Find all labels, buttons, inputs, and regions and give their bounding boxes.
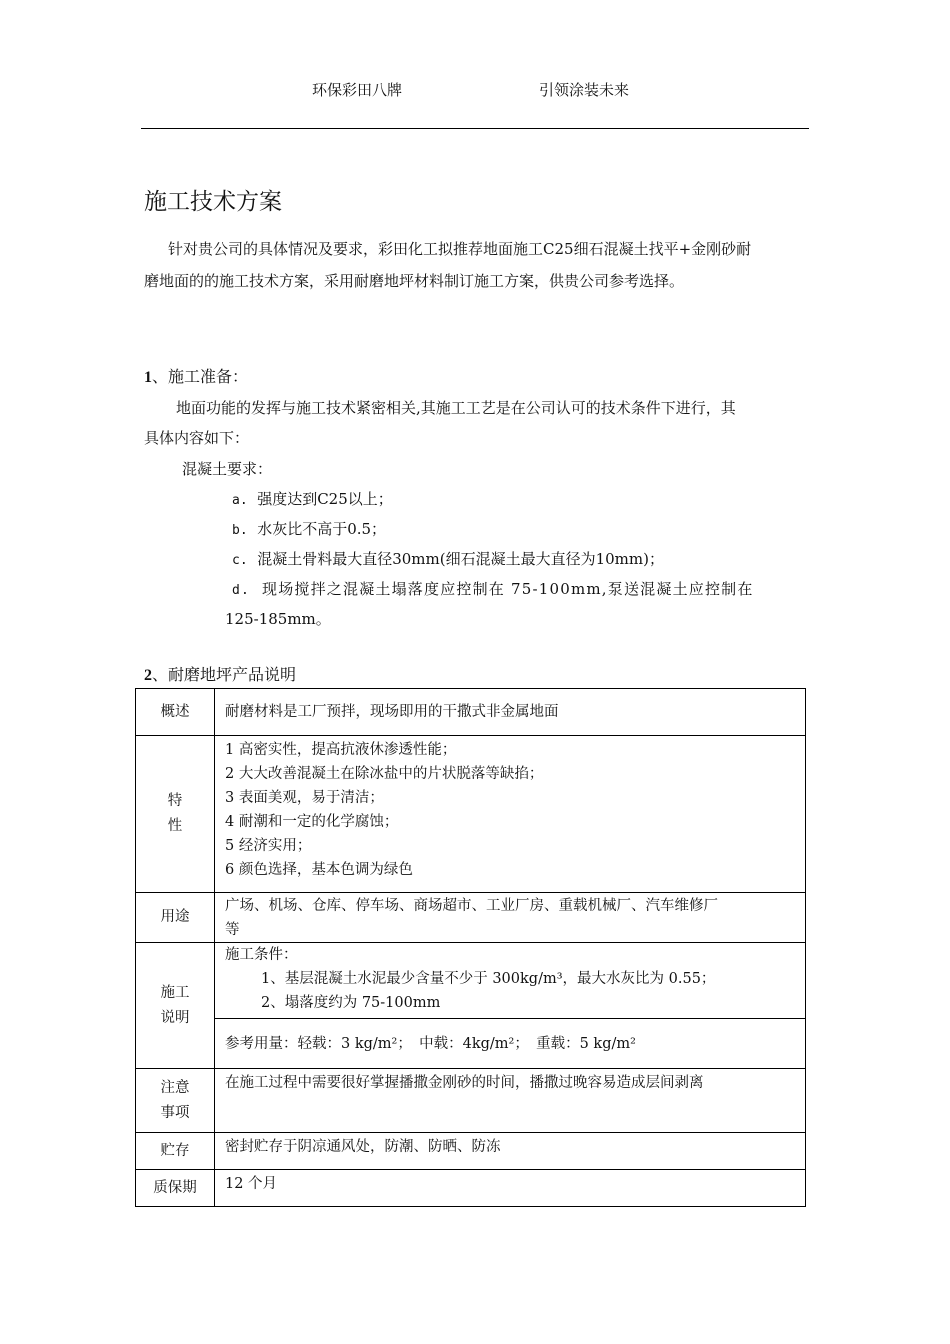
section-1-title: 、施工准备： bbox=[152, 367, 249, 386]
section-1-para-line-1: 地面功能的发挥与施工技术紧密相关,其施工工艺是在公司认可的技术条件下进行，其 bbox=[176, 399, 736, 417]
concrete-requirements-heading: 混凝土要求： bbox=[182, 460, 273, 478]
features-label bbox=[136, 736, 215, 893]
requirement-item-b bbox=[232, 514, 386, 546]
dosage-value: 参考用量：轻载：3 kg/m²； 中载：4kg/m²； 重载：5 kg/m² bbox=[215, 1019, 806, 1069]
item-text: 水灰比不高于0.5； bbox=[257, 520, 387, 538]
condition-item-1: 1、基层混凝土水泥最少含量不少于 300kg/m³，最大水灰比为 0.55； bbox=[261, 971, 716, 987]
section-1-heading bbox=[144, 364, 248, 387]
table-row-usage bbox=[136, 893, 806, 943]
intro-line-1: 针对贵公司的具体情况及要求，彩田化工拟推荐地面施工C25细石混凝土找平+金刚砂耐 bbox=[168, 240, 752, 258]
notice-label bbox=[136, 1069, 215, 1133]
table-row-storage bbox=[136, 1133, 806, 1170]
usage-label: 用途 bbox=[136, 893, 215, 943]
feature-item: 6 颜色选择，基本色调为绿色 bbox=[225, 862, 413, 878]
usage-line-2: 等 bbox=[225, 922, 240, 938]
feature-item: 2 大大改善混凝土在除冰盐中的片状脱落等缺掐； bbox=[225, 766, 544, 782]
warranty-value: 12 个月 bbox=[215, 1170, 806, 1207]
construction-label-line-1: 施工 bbox=[160, 984, 190, 1001]
conditions-title: 施工条件： bbox=[225, 947, 298, 963]
notice-value: 在施工过程中需要很好掌握播撒金刚砂的时间，播撒过晚容易造成层间剥离 bbox=[215, 1069, 806, 1133]
section-2-heading bbox=[144, 662, 296, 685]
notice-label-line-1: 注意 bbox=[160, 1079, 190, 1096]
table-row-overview bbox=[136, 689, 806, 736]
usage-value bbox=[215, 893, 806, 943]
product-spec-table bbox=[135, 688, 806, 1207]
table-row-dosage bbox=[136, 1019, 806, 1069]
condition-item-2: 2、塌落度约为 75-100mm bbox=[261, 995, 441, 1011]
feature-item: 4 耐潮和一定的化学腐蚀； bbox=[225, 814, 399, 830]
feature-item: 1 高密实性，提高抗液休渗透性能； bbox=[225, 742, 457, 758]
section-1-number: 1 bbox=[144, 369, 152, 386]
item-text: 现场搅拌之混凝土塌落度应控制在 75-100mm,泵送混凝土应控制在 bbox=[262, 580, 754, 598]
usage-line-1: 广场、机场、仓库、停车场、商场超市、工业厂房、重载机械厂、汽车维修厂 bbox=[225, 898, 718, 914]
item-marker: d. bbox=[232, 583, 251, 598]
section-2-title: 、耐磨地坪产品说明 bbox=[152, 665, 297, 684]
section-1-para-line-2: 具体内容如下： bbox=[144, 429, 250, 447]
item-text: 强度达到C25以上； bbox=[257, 490, 393, 508]
overview-label: 概述 bbox=[136, 689, 215, 736]
requirement-item-d bbox=[232, 574, 808, 606]
requirement-item-a bbox=[232, 484, 393, 516]
page-title: 施工技术方案 bbox=[144, 189, 282, 215]
intro-line-2: 磨地面的的施工技术方案，采用耐磨地坪材料制订施工方案，供贵公司参考选择。 bbox=[144, 272, 685, 290]
features-label-line-2: 性 bbox=[167, 818, 183, 834]
item-marker: c. bbox=[232, 553, 248, 568]
header-right-slogan: 引领涂装未来 bbox=[539, 81, 630, 99]
table-row-warranty bbox=[136, 1170, 806, 1207]
requirement-item-d-continuation: 125-185mm。 bbox=[225, 610, 331, 628]
feature-item: 5 经济实用； bbox=[225, 838, 312, 854]
features-list bbox=[215, 736, 806, 893]
construction-label bbox=[136, 943, 215, 1069]
feature-item: 3 表面美观，易于清洁； bbox=[225, 790, 384, 806]
section-2-number: 2 bbox=[144, 667, 152, 684]
storage-value: 密封贮存于阴凉通风处，防潮、防晒、防冻 bbox=[215, 1133, 806, 1170]
item-marker: b. bbox=[232, 523, 248, 538]
requirement-item-c bbox=[232, 544, 664, 576]
warranty-label: 质保期 bbox=[136, 1170, 215, 1207]
notice-label-line-2: 事项 bbox=[160, 1104, 190, 1121]
table-row-notice bbox=[136, 1069, 806, 1133]
construction-conditions bbox=[215, 943, 806, 1019]
construction-label-line-2: 说明 bbox=[160, 1009, 190, 1026]
item-marker: a. bbox=[232, 493, 248, 508]
header-left-slogan: 环保彩田八牌 bbox=[312, 81, 403, 99]
overview-value: 耐磨材料是工厂预拌，现场即用的干撒式非金属地面 bbox=[215, 689, 806, 736]
header-divider bbox=[141, 128, 809, 129]
table-row-construction bbox=[136, 943, 806, 1019]
features-label-line-1: 特 bbox=[167, 793, 183, 809]
storage-label: 贮存 bbox=[136, 1133, 215, 1170]
table-row-features bbox=[136, 736, 806, 893]
item-text: 混凝土骨料最大直径30mm(细石混凝土最大直径为10mm)； bbox=[257, 550, 664, 568]
